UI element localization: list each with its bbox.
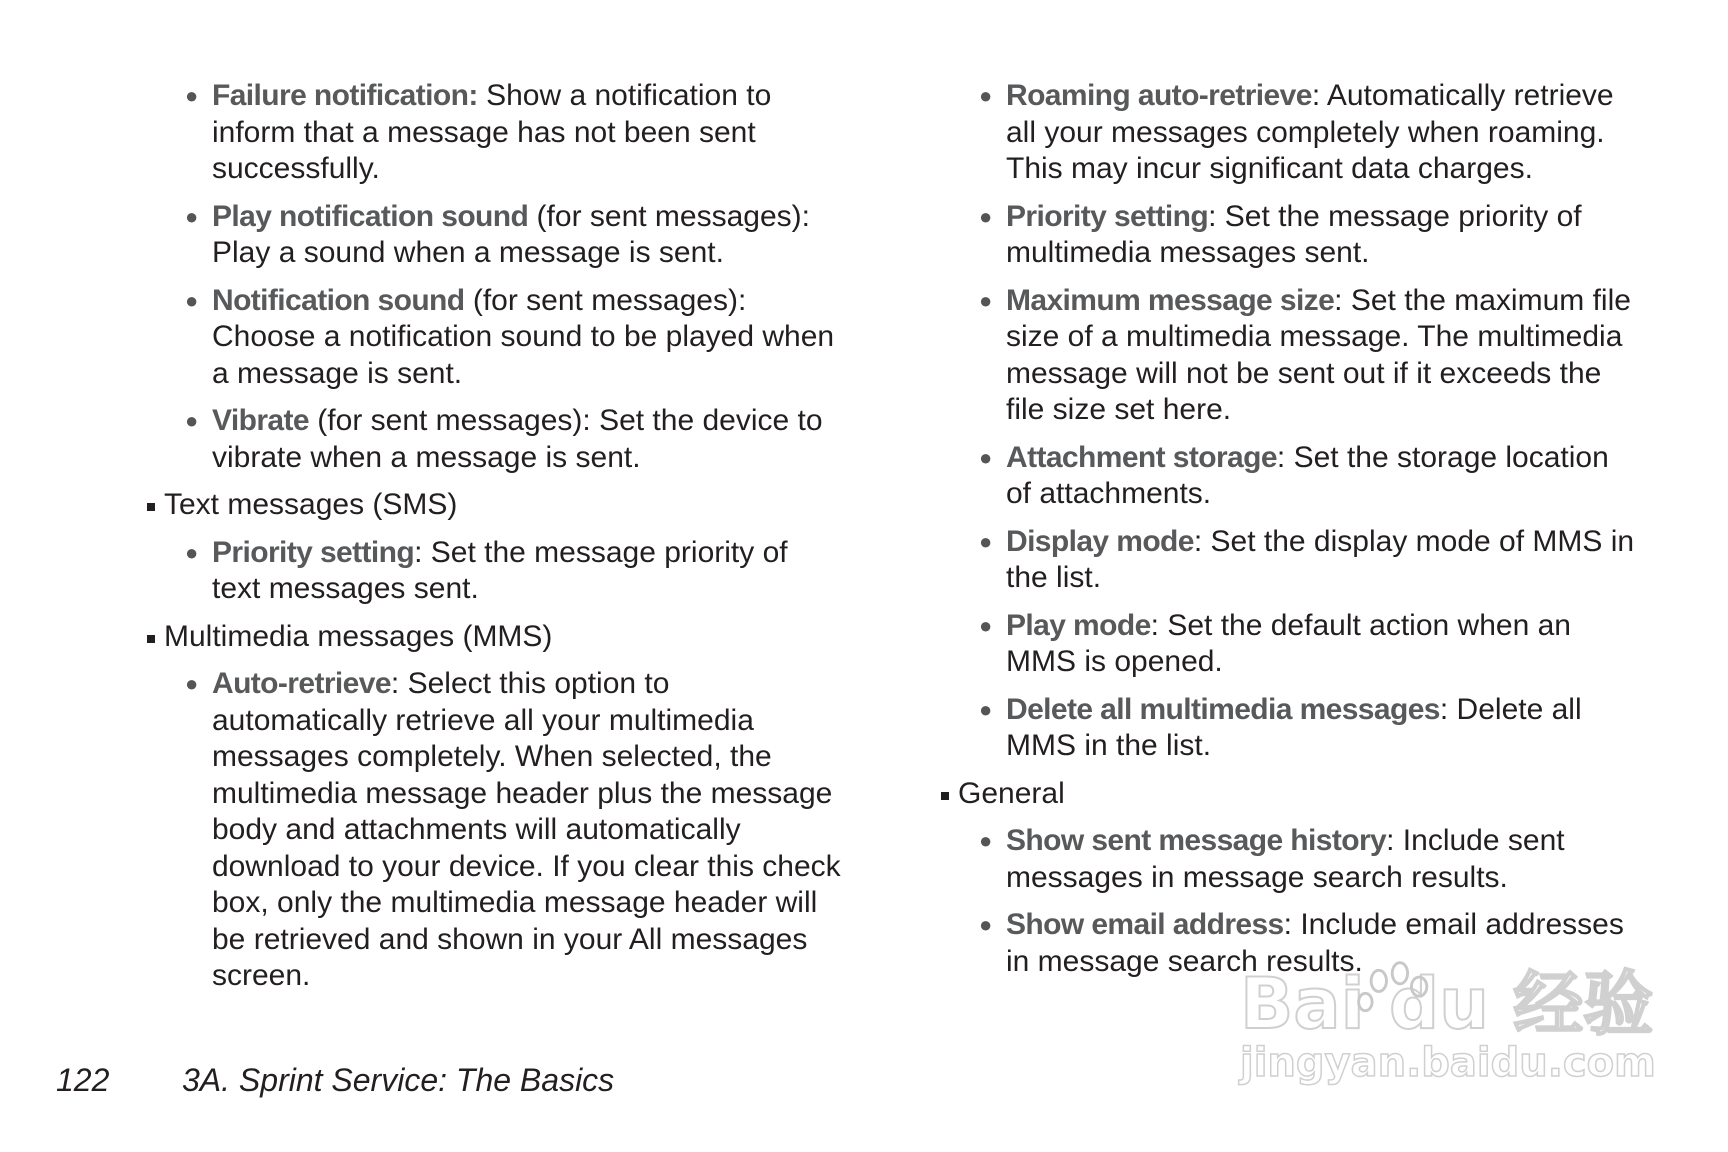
list-item xyxy=(938,524,1638,597)
list-item xyxy=(144,78,844,188)
square-bullet-icon xyxy=(941,792,949,800)
item-text: (for sent messages): Play a sound when a message is sent. xyxy=(212,199,810,269)
item-term: Roaming auto-retrieve xyxy=(1006,79,1312,112)
item-text: : Set the message priority of text messages sent. xyxy=(212,535,788,605)
bullet-icon: ● xyxy=(979,912,993,937)
item-text: (for sent messages): Set the device to vibrate when a message is sent. xyxy=(212,404,823,474)
item-text: : Delete all MMS in the list. xyxy=(1006,692,1582,762)
section-label: Text messages (SMS) xyxy=(164,488,458,521)
bullet-icon: ● xyxy=(979,444,993,470)
watermark-url: jingyan.baidu.com xyxy=(1240,1040,1656,1086)
list-item xyxy=(144,535,844,608)
item-term: Show email address xyxy=(1006,908,1284,941)
list-item xyxy=(938,692,1638,765)
item-text: : Automatically retrieve all your messages completely when roaming. This may incur significant data charges. xyxy=(1006,79,1614,185)
item-term: Priority setting xyxy=(1006,199,1209,233)
list-item xyxy=(938,199,1638,272)
item-term: Attachment storage xyxy=(1006,440,1277,474)
list-item xyxy=(938,440,1638,513)
list-item xyxy=(144,666,844,995)
page-number: 122 xyxy=(56,1062,110,1098)
list-item xyxy=(938,823,1638,896)
item-text: : Set the maximum file size of a multimedia message. The multimedia message will not be sent out if it exceeds the file size set here. xyxy=(1006,283,1631,426)
bullet-icon: ● xyxy=(979,528,993,554)
item-term: Delete all multimedia messages xyxy=(1006,692,1440,726)
item-term: Failure notification: xyxy=(212,79,478,112)
bullet-icon: ● xyxy=(979,612,993,638)
item-term: Maximum message size xyxy=(1006,283,1335,317)
item-text: Show a notification to inform that a message has not been sent successfully. xyxy=(212,79,772,185)
section-label: General xyxy=(958,776,1065,810)
bullet-icon: ● xyxy=(185,408,199,433)
item-text: : Set the default action when an MMS is opened. xyxy=(1006,608,1571,678)
watermark-logo-text: Bai du 经验 xyxy=(1240,963,1654,1045)
item-text: : Include sent messages in message search results. xyxy=(1006,824,1565,894)
right-column xyxy=(938,78,1638,991)
list-item xyxy=(144,199,844,272)
section-heading-general xyxy=(938,776,1638,813)
bullet-icon: ● xyxy=(185,83,199,108)
bullet-icon: ● xyxy=(185,287,199,313)
item-text: (for sent messages): Choose a notification sound to be played when a message is sent. xyxy=(212,283,835,390)
item-term: Display mode xyxy=(1006,524,1194,558)
list-item xyxy=(938,608,1638,681)
list-item xyxy=(938,283,1638,429)
item-term: Show sent message history xyxy=(1006,824,1387,857)
list-item xyxy=(938,78,1638,188)
left-column xyxy=(144,78,844,1006)
bullet-icon: ● xyxy=(185,203,199,229)
item-text: : Set the display mode of MMS in the list. xyxy=(1006,524,1635,594)
bullet-icon: ● xyxy=(979,828,993,853)
section-heading-sms xyxy=(144,487,844,524)
bullet-icon: ● xyxy=(979,287,993,313)
section-label: Multimedia messages (MMS) xyxy=(164,619,553,653)
section-heading-mms xyxy=(144,619,844,656)
bullet-icon: ● xyxy=(185,671,199,696)
list-item xyxy=(144,403,844,476)
item-term: Priority setting xyxy=(212,535,415,569)
item-term: Play mode xyxy=(1006,608,1151,642)
chapter-title: 3A. Sprint Service: The Basics xyxy=(182,1062,615,1098)
list-item xyxy=(144,283,844,393)
item-text: : Select this option to automatically retrieve all your multimedia messages completely. When selected, the multimedia message header plus the message body and attachments will automatically download to your device. If you clear this check box, only the multimedia message header will be retrieved and shown in your All messages screen. xyxy=(212,667,841,992)
item-term: Auto-retrieve xyxy=(212,667,391,700)
square-bullet-icon xyxy=(147,635,155,643)
item-text: : Include email addresses in message search results. xyxy=(1006,908,1624,978)
bullet-icon: ● xyxy=(979,83,993,108)
bullet-icon: ● xyxy=(185,539,199,565)
list-item xyxy=(938,907,1638,980)
bullet-icon: ● xyxy=(979,203,993,229)
item-term: Notification sound xyxy=(212,283,465,317)
item-text: : Set the message priority of multimedia messages sent. xyxy=(1006,199,1582,269)
square-bullet-icon xyxy=(147,503,155,511)
item-term: Play notification sound xyxy=(212,199,529,233)
bullet-icon: ● xyxy=(979,696,993,722)
item-text: : Set the storage location of attachments. xyxy=(1006,440,1609,510)
item-term: Vibrate xyxy=(212,404,309,437)
